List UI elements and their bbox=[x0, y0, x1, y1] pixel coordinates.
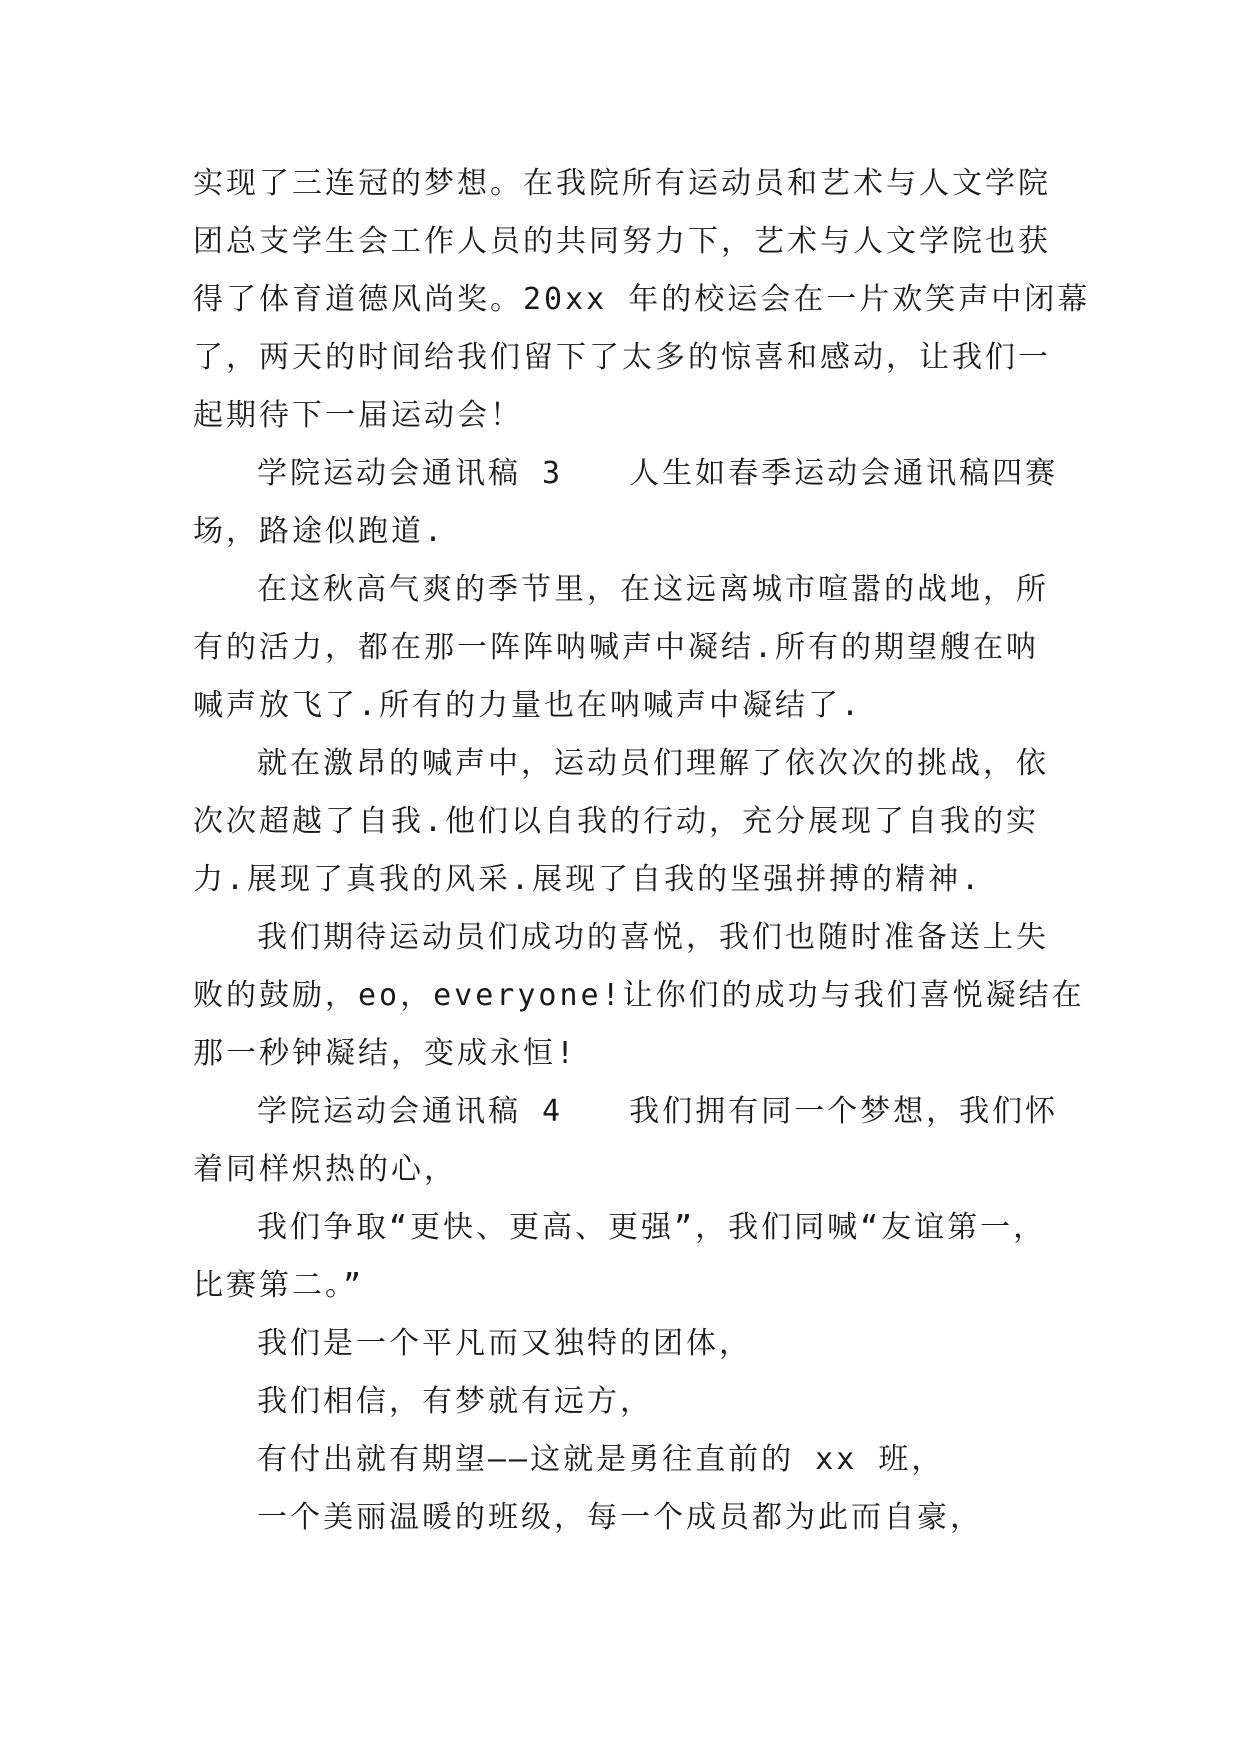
text-line: 了，两天的时间给我们留下了太多的惊喜和感动，让我们一 bbox=[193, 340, 1051, 375]
text-line: 我们相信，有梦就有远方， bbox=[257, 1384, 653, 1419]
text-line: 一个美丽温暖的班级，每一个成员都为此而自豪， bbox=[257, 1500, 983, 1535]
text-line: 我们是一个平凡而又独特的团体， bbox=[257, 1326, 752, 1361]
text-line: 在这秋高气爽的季节里，在这远离城市喧嚣的战地，所 bbox=[257, 572, 1049, 607]
text-line: 起期待下一届运动会！ bbox=[193, 398, 523, 433]
text-line: 着同样炽热的心， bbox=[193, 1152, 457, 1187]
text-line: 有付出就有期望——这就是勇往直前的 xx 班， bbox=[257, 1442, 945, 1477]
text-line: 就在激昂的喊声中，运动员们理解了依次次的挑战，依 bbox=[257, 746, 1049, 781]
text-line: 得了体育道德风尚奖。20xx 年的校运会在一片欢笑声中闭幕 bbox=[193, 282, 1091, 317]
text-line: 比赛第二。” bbox=[193, 1268, 365, 1303]
text-line: 我们争取“更快、更高、更强”，我们同喊“友谊第一， bbox=[257, 1210, 1047, 1245]
text-line: 力.展现了真我的风采.展现了自我的坚强拼搏的精神. bbox=[193, 862, 983, 897]
section-heading-line: 学院运动会通讯稿 3 人生如春季运动会通讯稿四赛 bbox=[257, 456, 1059, 491]
section-heading-line: 学院运动会通讯稿 4 我们拥有同一个梦想，我们怀 bbox=[257, 1094, 1059, 1129]
text-line: 那一秒钟凝结，变成永恒! bbox=[193, 1036, 578, 1071]
text-line: 败的鼓励，eo，everyone!让你们的成功与我们喜悦凝结在 bbox=[193, 978, 1085, 1013]
text-line: 喊声放飞了.所有的力量也在呐喊声中凝结了. bbox=[193, 688, 863, 723]
text-line: 我们期待运动员们成功的喜悦，我们也随时准备送上失 bbox=[257, 920, 1049, 955]
text-line: 实现了三连冠的梦想。在我院所有运动员和艺术与人文学院 bbox=[193, 166, 1051, 201]
text-line: 有的活力，都在那一阵阵呐喊声中凝结.所有的期望艘在呐 bbox=[193, 630, 1040, 665]
text-line: 团总支学生会工作人员的共同努力下，艺术与人文学院也获 bbox=[193, 224, 1051, 259]
text-line: 次次超越了自我.他们以自我的行动，充分展现了自我的实 bbox=[193, 804, 1040, 839]
text-line: 场，路途似跑道. bbox=[193, 514, 446, 549]
